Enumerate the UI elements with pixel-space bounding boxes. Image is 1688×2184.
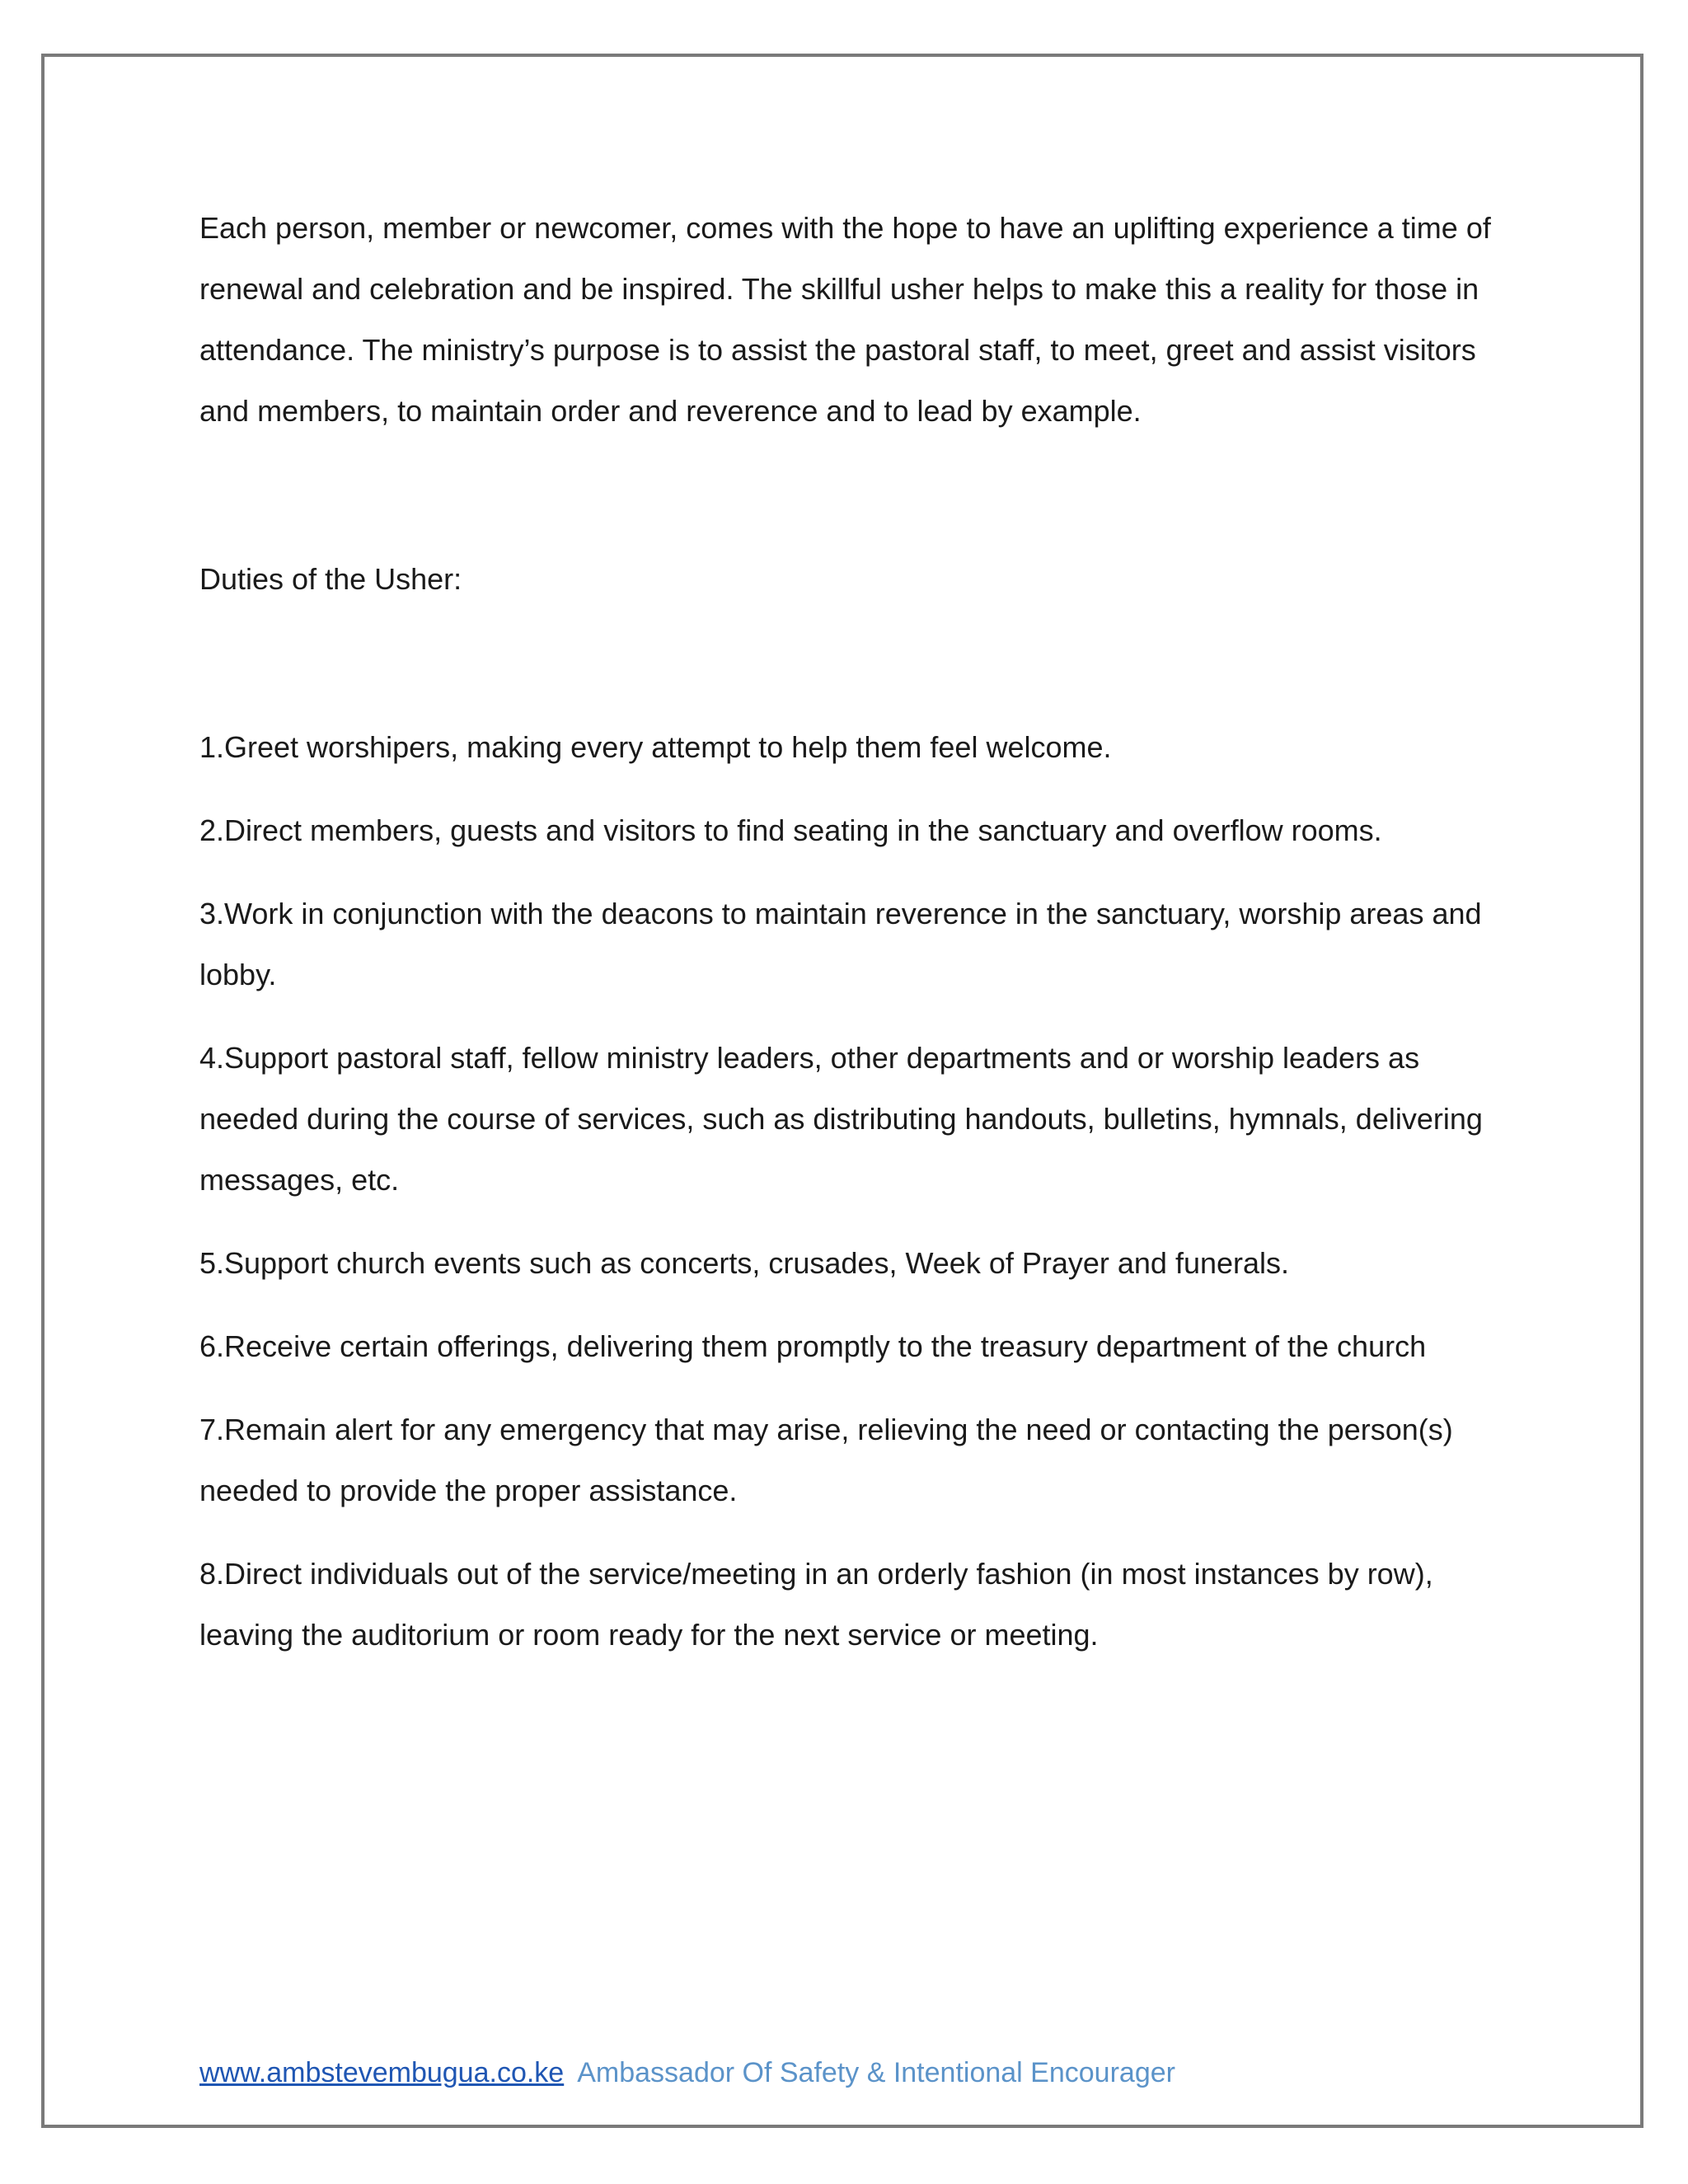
duty-item: 5.Support church events such as concerts, crusades, Week of Prayer and funerals.: [199, 1246, 1290, 1280]
duty-item: 7.Remain alert for any emergency that may arise, relieving the need or contacting the person(s) needed to provide the proper assistance.: [199, 1413, 1453, 1507]
duties-heading: Duties of the Usher:: [199, 562, 462, 596]
duty-item: 8.Direct individuals out of the service/meeting in an orderly fashion (in most instances by row), leaving the auditorium or room ready for the next service or meeting.: [199, 1557, 1433, 1652]
intro-paragraph: Each person, member or newcomer, comes with the hope to have an uplifting experience a time of renewal and celebration and be inspired. The skillful usher helps to make this a reality for those in attendance. The ministry’s purpose is to assist the pastoral staff, to meet, greet and assist visitors and members, to maintain order and reverence and to lead by example.: [199, 211, 1491, 428]
duty-item: 2.Direct members, guests and visitors to find seating in the sanctuary and overflow rooms.: [199, 813, 1382, 847]
duty-item: 4.Support pastoral staff, fellow ministry leaders, other departments and or worship leaders as needed during the course of services, such as distributing handouts, bulletins, hymnals, delivering messages, etc.: [199, 1041, 1483, 1197]
document-body: [199, 198, 1518, 1688]
duties-list: [199, 717, 1518, 1666]
website-link[interactable]: www.ambstevembugua.co.ke: [199, 2057, 565, 2088]
duty-item: 1.Greet worshipers, making every attempt to help them feel welcome.: [199, 730, 1112, 764]
page-footer: [199, 2052, 1175, 2093]
footer-tagline: Ambassador Of Safety & Intentional Encourager: [577, 2057, 1175, 2088]
duty-item: 3.Work in conjunction with the deacons to maintain reverence in the sanctuary, worship areas and lobby.: [199, 897, 1482, 991]
duty-item: 6.Receive certain offerings, delivering them promptly to the treasury department of the church: [199, 1329, 1427, 1363]
